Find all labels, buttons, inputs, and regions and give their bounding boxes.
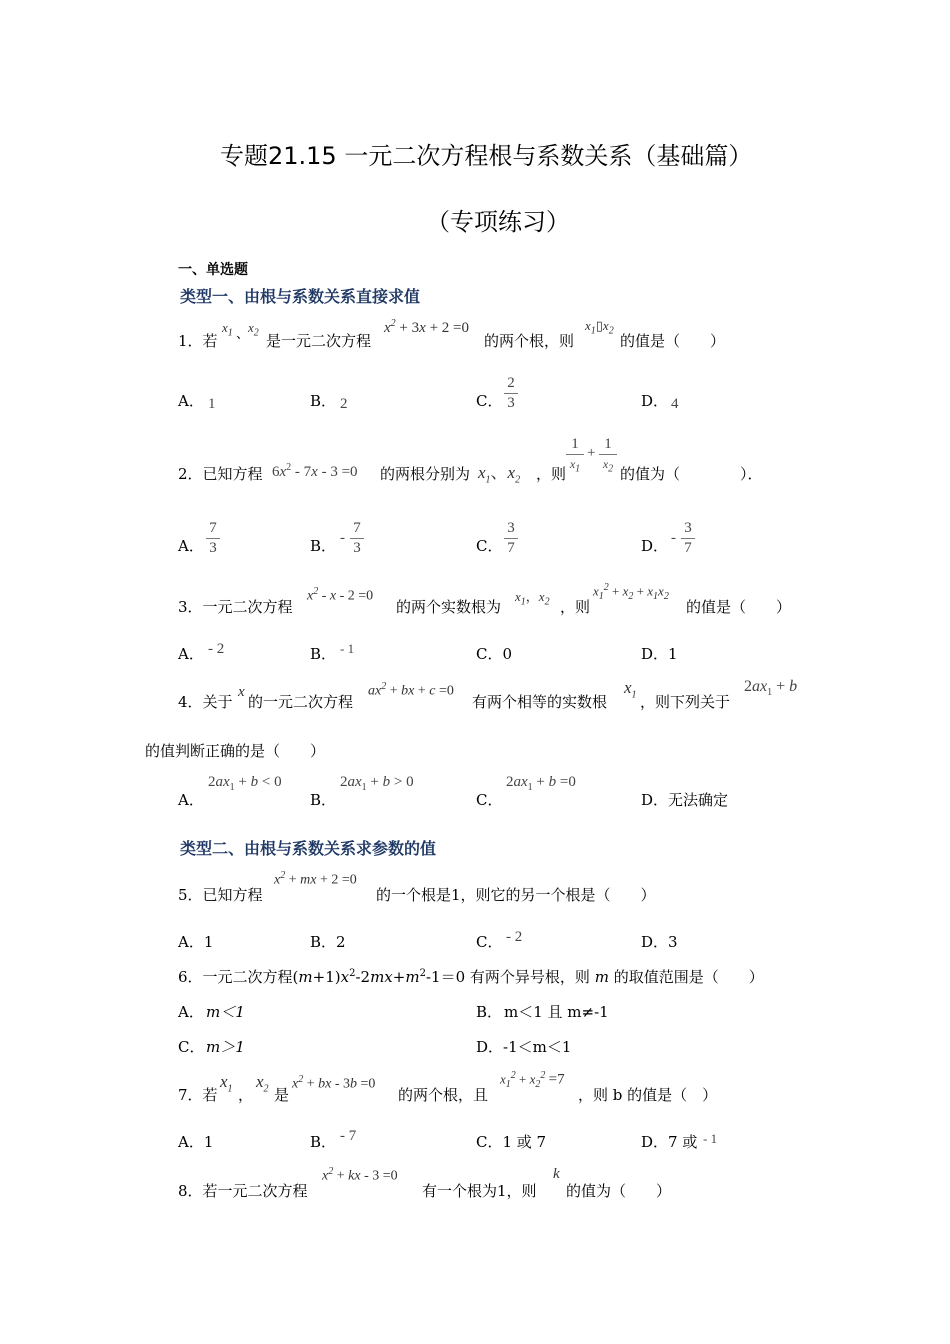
q4-prefix: 4．关于 — [178, 693, 233, 711]
q1-text-4: 的值是（ ） — [620, 332, 726, 350]
q7-option-a[interactable]: A．1 — [178, 1133, 214, 1151]
q8-text-2: 的值为（ ） — [566, 1182, 672, 1200]
q6-option-b-label[interactable]: B． — [476, 1003, 503, 1021]
q3-text-3: 的值是（ ） — [686, 598, 792, 616]
q1-option-c-label[interactable]: C． — [476, 392, 503, 410]
q3-option-b-label[interactable]: B． — [310, 645, 337, 663]
q4-option-b-expr: $2ax_1 + b > 0$ — [340, 774, 414, 793]
q7-option-b-label[interactable]: B． — [310, 1133, 337, 1151]
q6-option-a-value: m＜1 — [206, 1003, 245, 1021]
q8-prefix: 8．若一元二次方程 — [178, 1182, 308, 1200]
q3-text-1: 的两个实数根为 — [396, 598, 502, 616]
q7-text-2: 的两个根，且 — [398, 1086, 489, 1104]
q2-option-d-label[interactable]: D． — [641, 537, 669, 555]
q2-option-d-sign: - — [671, 530, 676, 546]
q2-frac-1: 1 $x_1$ — [566, 436, 584, 474]
title-line-2: （专项练习） — [426, 208, 570, 236]
q1-prefix: 1．若 — [178, 332, 218, 350]
q2-option-a-label[interactable]: A． — [178, 537, 204, 555]
q6-option-a-label[interactable]: A． — [178, 1003, 204, 1021]
q4-option-b-label[interactable]: B． — [310, 791, 337, 809]
q4-var-x: x — [238, 684, 245, 700]
q2-prefix: 2．已知方程 — [178, 465, 263, 483]
q7-option-d-value: - 1 — [703, 1131, 718, 1146]
q5-option-c-value: - 2 — [506, 929, 523, 945]
q2-option-b-sign: - — [340, 530, 345, 546]
q5-option-c-label[interactable]: C． — [476, 933, 503, 951]
q3-option-a-value: - 2 — [208, 641, 225, 657]
q4-text-1: 的一元二次方程 — [248, 693, 354, 711]
type-heading-1: 类型一、由根与系数关系直接求值 — [180, 287, 421, 306]
q5-equation: $x^2$ + mx + 2 =0 — [274, 870, 357, 888]
q2-option-a-fraction: 7 3 — [206, 520, 220, 557]
q1-option-a-value: 1 — [208, 396, 216, 412]
q3-option-b-value: - 1 — [340, 641, 355, 656]
q8-equation: $x^2$ + kx - 3 =0 — [322, 1166, 398, 1184]
q4-text-3: ，则下列关于 — [640, 693, 731, 711]
type-heading-2: 类型二、由根与系数关系求参数的值 — [180, 839, 437, 858]
q6-stem: 6．一元二次方程$(m+1)x^2-2mx+m^2-1=0$ 有两个异号根，则 m 的取值范围是（ ） — [178, 968, 764, 986]
q1-option-d-label[interactable]: D． — [641, 392, 669, 410]
q4-equation: $ax^2$ + bx + c =0 — [368, 681, 454, 699]
q6-option-d[interactable]: D．-1＜m＜1 — [476, 1038, 572, 1056]
title-line-1: 专题21.15 一元二次方程根与系数关系（基础篇） — [220, 142, 753, 170]
q2-text-1: 的两根分别为 — [380, 465, 471, 483]
q7-root-1: $x_1$ — [220, 1072, 233, 1095]
q2-option-b-label[interactable]: B． — [310, 537, 337, 555]
q2-option-c-fraction: 3 7 — [504, 520, 518, 557]
q1-text-2: 是一元二次方程 — [266, 332, 372, 350]
q1-option-c-fraction: 2 3 — [504, 375, 518, 412]
q4-expression: $2ax_1 + b$ — [744, 678, 798, 699]
q2-frac-2: 1 $x_2$ — [599, 436, 617, 474]
q4-option-c-expr: $2ax_1 + b =0$ — [506, 774, 576, 793]
q3-text-2: ，则 — [560, 598, 591, 616]
q7-text-1: 是 — [274, 1086, 290, 1104]
q1-option-b-label[interactable]: B． — [310, 392, 337, 410]
q2-roots: $x_1$、$x_2$ — [478, 463, 521, 486]
q1-x1x2: $x_1$ — [222, 320, 233, 339]
q1-equation: $x^2 + 3x + 2 =0$ — [384, 318, 469, 336]
q5-option-a[interactable]: A．1 — [178, 933, 214, 951]
section-heading: 一、单选题 — [178, 262, 248, 278]
q3-roots: $x_1$，$x_2$ — [515, 589, 550, 608]
q3-option-a-label[interactable]: A． — [178, 645, 204, 663]
q4-option-c-label[interactable]: C． — [476, 791, 503, 809]
q7-option-c[interactable]: C．1 或 7 — [476, 1133, 547, 1151]
q3-prefix: 3．一元二次方程 — [178, 598, 293, 616]
q7-condition: $x_1^2 + x_2^2 =7$ — [500, 1070, 565, 1090]
q1-product: $x_1▯x_2$ — [585, 318, 614, 337]
q3-expression: $x_1^2 + x_2 + x_1x_2$ — [593, 582, 669, 602]
q6-option-c-label[interactable]: C． — [178, 1038, 205, 1056]
q7-option-b-value: - 7 — [340, 1128, 357, 1144]
q2-text-3: 的值为（ ）． — [620, 465, 763, 483]
q4-text-2: 有两个相等的实数根 — [472, 693, 608, 711]
q7-equation: $x^2$ + bx - 3b =0 — [292, 1074, 376, 1092]
q7-option-d-label[interactable]: D．7 或 — [641, 1133, 698, 1151]
q2-option-c-label[interactable]: C． — [476, 537, 503, 555]
q4-root: $x_1$ — [624, 678, 637, 701]
q5-option-d[interactable]: D．3 — [641, 933, 678, 951]
q5-option-b[interactable]: B．2 — [310, 933, 346, 951]
q4-option-a-expr: $2ax_1 + b < 0$ — [208, 774, 282, 793]
q7-root-2: $x_2$ — [256, 1072, 269, 1095]
q1-option-b-value: 2 — [340, 396, 348, 412]
q3-option-c[interactable]: C．0 — [476, 645, 513, 663]
q3-equation: $x^2 - x - 2 =0$ — [307, 586, 374, 604]
q5-prefix: 5．已知方程 — [178, 886, 263, 904]
q4-text-line-2: 的值判断正确的是（ ） — [145, 742, 326, 760]
q8-var-k: k — [553, 1166, 560, 1182]
q6-option-c-value: m＞1 — [206, 1038, 245, 1056]
q7-prefix: 7．若 — [178, 1086, 218, 1104]
q2-text-2: ，则 — [536, 465, 567, 483]
q7-sep: ， — [238, 1086, 254, 1104]
q3-option-d[interactable]: D．1 — [641, 645, 678, 663]
q2-option-b-fraction: 7 3 — [350, 520, 364, 557]
q7-text-3: ，则 b 的值是（ ） — [578, 1086, 718, 1104]
q5-text-1: 的一个根是1，则它的另一个根是（ ） — [376, 886, 656, 904]
q8-text-1: 有一个根为1，则 — [422, 1182, 537, 1200]
q2-option-d-fraction: 3 7 — [681, 520, 695, 557]
q4-option-a-label[interactable]: A． — [178, 791, 204, 809]
q1-x2: $x_2$ — [248, 320, 259, 339]
q6-option-b-value: m＜1 且 m≠-1 — [504, 1003, 609, 1021]
q4-option-d[interactable]: D．无法确定 — [641, 791, 729, 809]
q2-equation: $6x^2 - 7x - 3 =0$ — [272, 462, 358, 480]
q2-plus: + — [587, 445, 596, 461]
q1-text-3: 的两个根，则 — [484, 332, 575, 350]
q1-option-a-label[interactable]: A． — [178, 392, 204, 410]
q1-option-d-value: 4 — [671, 396, 679, 412]
q1-sep: 、 — [236, 327, 250, 342]
